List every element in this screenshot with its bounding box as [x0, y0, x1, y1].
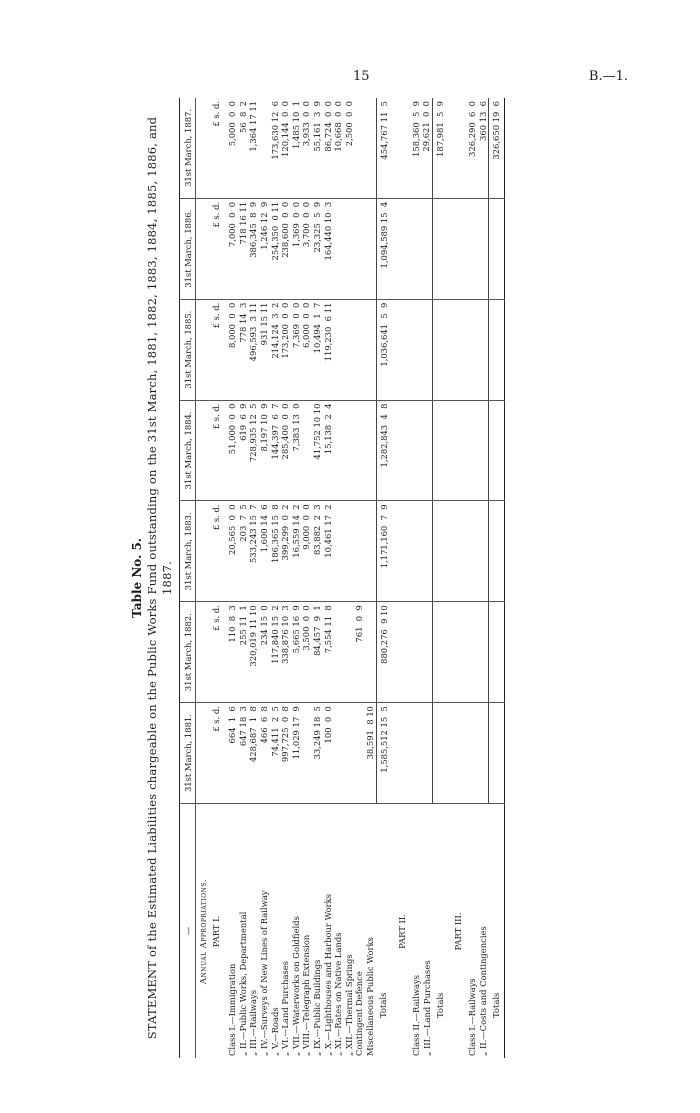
value-cell: 8,197 10 9	[259, 400, 270, 501]
table-row	[291, 98, 302, 1058]
unit-label: £ s. d.	[209, 703, 228, 804]
total-value-cell: 1,585,512 15 5	[376, 703, 391, 804]
unit-label: £ s. d.	[209, 602, 228, 703]
row-label: „ VIII.—Telegraph Extension	[301, 934, 312, 1056]
value-cell	[411, 198, 422, 299]
total-value-cell	[489, 198, 505, 299]
page-number: 15	[353, 69, 370, 84]
row-label: Class II.—Railways	[410, 974, 421, 1056]
value-cell: 83,882 2 3	[312, 501, 323, 602]
value-cell: 7,554 11 8	[323, 602, 334, 703]
header-row	[180, 98, 196, 1058]
value-cell	[333, 703, 344, 804]
value-cell	[333, 501, 344, 602]
unit-label: £ s. d.	[209, 198, 228, 299]
header-1887: 31st March, 1887.	[180, 98, 196, 198]
totals-label: Totals	[434, 992, 445, 1018]
table-row	[354, 98, 365, 1058]
value-cell: 38,591 8 10	[365, 703, 376, 804]
table-row	[421, 98, 432, 1058]
header-1882: 31st March, 1882.	[180, 602, 196, 703]
value-cell	[478, 703, 489, 804]
totals-label: Totals	[378, 992, 389, 1018]
row-label: Miscellaneous Public Works	[365, 937, 376, 1056]
total-value-cell: 326,650 19 6	[489, 98, 505, 198]
value-cell: 533,243 15 7	[248, 501, 259, 602]
value-cell	[365, 198, 376, 299]
value-cell: 718 16 11	[238, 198, 249, 299]
header-1883: 31st March, 1883.	[180, 501, 196, 602]
header-1884: 31st March, 1884.	[180, 400, 196, 501]
value-cell	[333, 299, 344, 400]
part1-total-body	[376, 98, 391, 1058]
value-cell: 320,019 11 10	[248, 602, 259, 703]
value-cell	[478, 400, 489, 501]
value-cell: 84,457 9 1	[312, 602, 323, 703]
total-value-cell: 880,276 9 10	[376, 602, 391, 703]
header-blank: —	[180, 804, 196, 1059]
row-label: „ XII.—Thermal Springs	[343, 954, 354, 1056]
value-cell: 8,000 0 0	[227, 299, 238, 400]
total-value-cell	[489, 703, 505, 804]
value-cell	[467, 501, 478, 602]
value-cell: 214,124 3 2	[270, 299, 281, 400]
value-cell	[478, 602, 489, 703]
total-value-cell	[489, 400, 505, 501]
total-value-cell: 1,171,160 7 9	[376, 501, 391, 602]
header-1886: 31st March, 1886.	[180, 198, 196, 299]
value-cell: 10,668 0 0	[333, 98, 344, 198]
value-cell: 51,000 0 0	[227, 400, 238, 501]
value-cell: 1,369 0 0	[291, 198, 302, 299]
document-reference: B.—1.	[588, 69, 628, 84]
table-statement: STATEMENT of the Estimated Liabilities chargeable on the Public Works Fund outstanding on the 31st March, 1881, 1882, 1883, 1884, 1885, 1886, and 1887.	[145, 116, 174, 1040]
value-cell: 466 6 8	[259, 703, 270, 804]
value-cell	[365, 98, 376, 198]
value-cell	[421, 400, 432, 501]
row-label: „ III.—Land Purchases	[421, 960, 432, 1056]
row-label: Contingent Defence	[354, 971, 365, 1056]
value-cell: 119,230 6 11	[323, 299, 334, 400]
value-cell	[411, 703, 422, 804]
value-cell: 9,000 0 0	[301, 501, 312, 602]
value-cell: 29,621 0 0	[421, 98, 432, 198]
value-cell: 761 0 9	[354, 602, 365, 703]
value-cell	[411, 602, 422, 703]
value-cell: 23,325 5 9	[312, 198, 323, 299]
totals-row	[432, 98, 447, 1058]
value-cell: 16,559 14 2	[291, 501, 302, 602]
row-label: „ V.—Roads	[269, 1007, 280, 1056]
value-cell	[354, 501, 365, 602]
value-cell	[478, 501, 489, 602]
totals-row	[376, 98, 391, 1058]
table-row	[333, 98, 344, 1058]
row-label: Class I.—Immigration	[227, 963, 238, 1056]
total-value-cell: 454,767 11 5	[376, 98, 391, 198]
value-cell	[411, 501, 422, 602]
unit-label: £ s. d.	[209, 299, 228, 400]
value-cell	[301, 703, 312, 804]
value-cell: 778 14 3	[238, 299, 249, 400]
part3-body	[467, 98, 489, 1058]
total-value-cell: 187,981 5 9	[432, 98, 447, 198]
row-label: „ III.—Railways	[248, 989, 259, 1056]
value-cell	[259, 98, 270, 198]
value-cell	[333, 400, 344, 501]
part3-heading: PART III.	[453, 912, 464, 951]
value-cell	[344, 602, 355, 703]
value-cell	[411, 299, 422, 400]
totals-row	[489, 98, 505, 1058]
value-cell	[365, 400, 376, 501]
value-cell: 120,144 0 0	[280, 98, 291, 198]
value-cell: 3,700 0 0	[301, 198, 312, 299]
table-number: Table No. 5.	[130, 538, 144, 618]
value-cell	[421, 198, 432, 299]
value-cell: 255 11 1	[238, 602, 249, 703]
value-cell	[365, 602, 376, 703]
value-cell: 7,369 0 0	[291, 299, 302, 400]
table-row	[344, 98, 355, 1058]
table-row	[238, 98, 249, 1058]
unit-label: £ s. d.	[209, 98, 228, 198]
row-label: Class I.—Railways	[467, 978, 478, 1056]
value-cell: 20,565 0 0	[227, 501, 238, 602]
value-cell: 6,000 0 0	[301, 299, 312, 400]
table-row	[411, 98, 422, 1058]
unit-label: £ s. d.	[209, 501, 228, 602]
row-label: „ II.—Costs and Contingencies	[477, 926, 488, 1056]
header-1881: 31st March, 1881.	[180, 703, 196, 804]
table-caption	[130, 98, 175, 1058]
value-cell: 41,752 10 10	[312, 400, 323, 501]
annual-appropriations-heading: Annual Appropriations.	[198, 878, 208, 985]
value-cell: 234 15 0	[259, 602, 270, 703]
value-cell: 338,876 10 3	[280, 602, 291, 703]
row-label: „ IX.—Public Buildings	[311, 959, 322, 1056]
header-1885: 31st March, 1885.	[180, 299, 196, 400]
table-row	[301, 98, 312, 1058]
value-cell: 1,246 12 9	[259, 198, 270, 299]
value-cell: 1,485 10 1	[291, 98, 302, 198]
value-cell: 664 1 6	[227, 703, 238, 804]
value-cell: 931 15 11	[259, 299, 270, 400]
value-cell	[354, 98, 365, 198]
value-cell	[344, 198, 355, 299]
value-cell: 173,630 12 6	[270, 98, 281, 198]
unit-row	[209, 98, 228, 1058]
value-cell	[354, 299, 365, 400]
part1-body	[227, 98, 376, 1058]
total-value-cell	[432, 501, 447, 602]
value-cell: 10,494 1 7	[312, 299, 323, 400]
value-cell: 428,687 1 8	[248, 703, 259, 804]
value-cell	[421, 501, 432, 602]
part2-heading-row	[391, 98, 411, 1058]
value-cell	[478, 198, 489, 299]
part2-total-body	[432, 98, 447, 1058]
part3-total-body	[489, 98, 505, 1058]
value-cell	[467, 703, 478, 804]
value-cell: 5,000 0 0	[227, 98, 238, 198]
value-cell	[421, 299, 432, 400]
annual-appropriations-row	[196, 98, 209, 1058]
value-cell: 173,200 0 0	[280, 299, 291, 400]
value-cell: 360 13 6	[478, 98, 489, 198]
value-cell	[354, 400, 365, 501]
value-cell: 3,933 0 0	[301, 98, 312, 198]
table-row	[478, 98, 489, 1058]
value-cell: 1,364 17 11	[248, 98, 259, 198]
value-cell	[421, 602, 432, 703]
value-cell	[365, 299, 376, 400]
table-row	[467, 98, 478, 1058]
value-cell	[478, 299, 489, 400]
part2-heading: PART II.	[397, 914, 408, 949]
value-cell: 619 6 9	[238, 400, 249, 501]
value-cell: 386,345 8 9	[248, 198, 259, 299]
value-cell: 55,161 3 9	[312, 98, 323, 198]
total-value-cell: 1,094,589 15 4	[376, 198, 391, 299]
value-cell: 158,360 5 9	[411, 98, 422, 198]
table-row	[280, 98, 291, 1058]
part2-body	[411, 98, 433, 1058]
unit-label: £ s. d.	[209, 400, 228, 501]
value-cell: 117,840 15 2	[270, 602, 281, 703]
value-cell: 7,000 0 0	[227, 198, 238, 299]
value-cell: 2,500 0 0	[344, 98, 355, 198]
value-cell: 5,665 16 9	[291, 602, 302, 703]
row-label: „ IV.—Surveys of New Lines of Railway	[258, 890, 269, 1056]
row-label: „ II.—Public Works, Departmental	[237, 911, 248, 1056]
value-cell: 7,383 13 0	[291, 400, 302, 501]
value-cell: 86,724 0 0	[323, 98, 334, 198]
value-cell: 110 8 3	[227, 602, 238, 703]
value-cell: 1,600 14 6	[259, 501, 270, 602]
total-value-cell	[432, 602, 447, 703]
value-cell: 186,365 15 8	[270, 501, 281, 602]
value-cell: 3,500 0 0	[301, 602, 312, 703]
total-value-cell	[489, 602, 505, 703]
total-value-cell	[432, 703, 447, 804]
total-value-cell	[432, 400, 447, 501]
value-cell: 728,935 12 5	[248, 400, 259, 501]
table-row	[259, 98, 270, 1058]
value-cell	[344, 501, 355, 602]
value-cell: 285,400 0 0	[280, 400, 291, 501]
total-value-cell	[489, 299, 505, 400]
table-row	[270, 98, 281, 1058]
rotated-table-area	[130, 98, 590, 1058]
value-cell: 144,397 6 7	[270, 400, 281, 501]
value-cell: 56 8 2	[238, 98, 249, 198]
value-cell	[344, 299, 355, 400]
table-row	[323, 98, 334, 1058]
row-label: „ VI.—Land Purchases	[280, 960, 291, 1056]
total-value-cell: 1,036,641 5 9	[376, 299, 391, 400]
value-cell	[344, 400, 355, 501]
value-cell	[467, 400, 478, 501]
value-cell	[467, 198, 478, 299]
table-row	[248, 98, 259, 1058]
part3-heading-row	[447, 98, 467, 1058]
value-cell: 399,299 0 2	[280, 501, 291, 602]
liabilities-table	[179, 98, 505, 1058]
table-row	[365, 98, 376, 1058]
total-value-cell	[489, 501, 505, 602]
value-cell	[411, 400, 422, 501]
value-cell	[333, 602, 344, 703]
value-cell: 254,350 0 11	[270, 198, 281, 299]
value-cell	[301, 400, 312, 501]
value-cell: 203 7 5	[238, 501, 249, 602]
value-cell: 10,461 17 2	[323, 501, 334, 602]
value-cell	[365, 501, 376, 602]
value-cell: 15,138 2 4	[323, 400, 334, 501]
value-cell: 11,029 17 9	[291, 703, 302, 804]
value-cell	[421, 703, 432, 804]
value-cell: 33,249 18 5	[312, 703, 323, 804]
value-cell: 647 18 3	[238, 703, 249, 804]
value-cell	[467, 299, 478, 400]
value-cell	[354, 198, 365, 299]
value-cell: 74,411 2 5	[270, 703, 281, 804]
row-label: „ VII.—Waterworks on Goldfields	[290, 916, 301, 1056]
total-value-cell: 1,282,843 4 8	[376, 400, 391, 501]
value-cell: 100 0 0	[323, 703, 334, 804]
value-cell: 997,725 0 8	[280, 703, 291, 804]
value-cell: 238,600 0 0	[280, 198, 291, 299]
part1-heading: PART I.	[210, 915, 221, 948]
value-cell	[333, 198, 344, 299]
value-cell	[467, 602, 478, 703]
value-cell	[354, 703, 365, 804]
row-label: „ XI.—Rates on Native Lands	[333, 932, 344, 1056]
value-cell: 164,440 10 3	[323, 198, 334, 299]
row-label: „ X.—Lighthouses and Harbour Works	[322, 893, 333, 1056]
total-value-cell	[432, 299, 447, 400]
totals-label: Totals	[491, 992, 501, 1018]
total-value-cell	[432, 198, 447, 299]
table-row	[312, 98, 323, 1058]
value-cell	[344, 703, 355, 804]
value-cell: 496,593 3 11	[248, 299, 259, 400]
table-row	[227, 98, 238, 1058]
value-cell: 326,290 6 0	[467, 98, 478, 198]
